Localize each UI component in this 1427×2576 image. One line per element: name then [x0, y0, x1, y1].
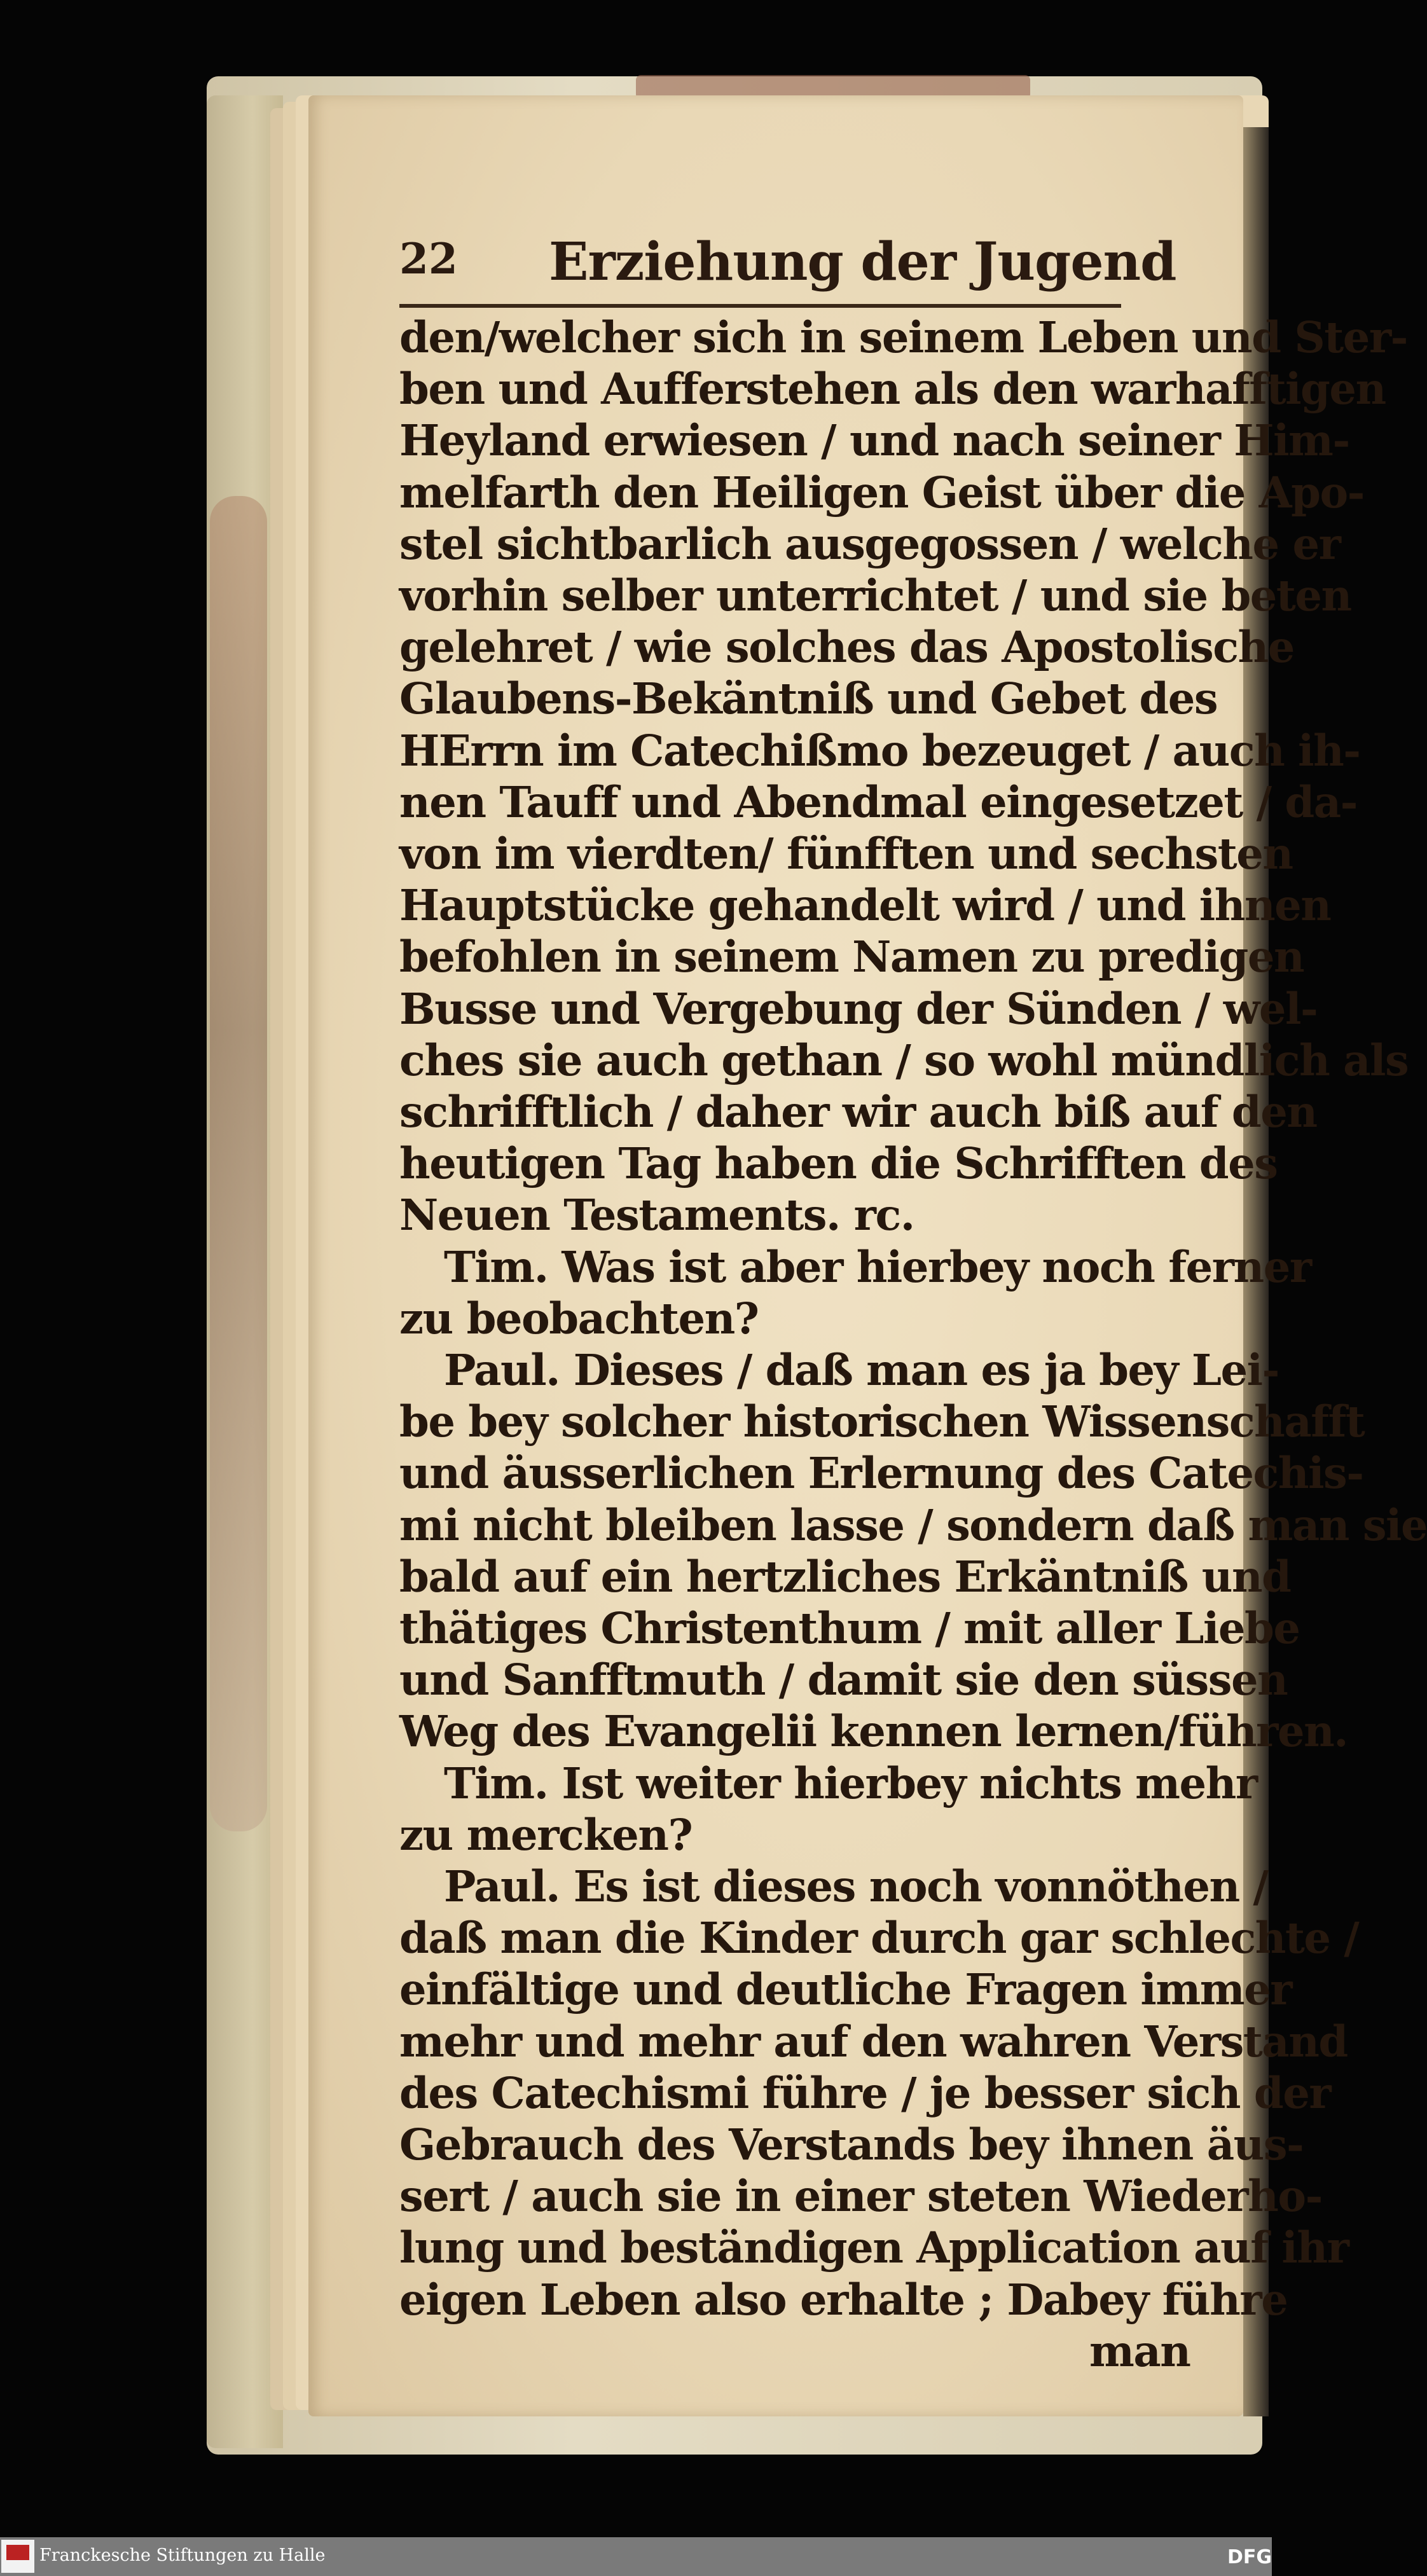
text-line: zu beobachten? — [399, 1293, 759, 1344]
text-line: ben und Aufferstehen als den warhafftigen — [399, 364, 1386, 414]
text-line: thätiges Christenthum / mit aller Liebe — [399, 1603, 1300, 1653]
text-line: man — [1089, 2326, 1190, 2376]
text-line: nen Tauff und Abendmal eingesetzet / da- — [399, 777, 1357, 827]
institution-logo — [1, 2540, 34, 2573]
page-number: 22 — [399, 234, 458, 284]
header-rule — [399, 304, 1121, 308]
text-line: lung und beständigen Application auf ihr — [399, 2222, 1349, 2273]
text-line: zu mercken? — [399, 1810, 693, 1860]
text-line: Busse und Vergebung der Sünden / wel- — [399, 984, 1318, 1034]
text-line: Hauptstücke gehandelt wird / und ihnen — [399, 880, 1331, 930]
text-line: daß man die Kinder durch gar schlechte / — [399, 1913, 1359, 1963]
footer-funder-logo: DFG — [1227, 2546, 1272, 2568]
text-line: mi nicht bleiben lasse / sondern daß man sie — [399, 1500, 1427, 1550]
text-line: Glaubens-Bekäntniß und Gebet des — [399, 673, 1218, 724]
text-line: stel sichtbarlich ausgegossen / welche er — [399, 519, 1341, 569]
text-line: melfarth den Heiligen Geist über die Apo- — [399, 467, 1364, 518]
text-line: des Catechismi führe / je besser sich der — [399, 2068, 1331, 2118]
text-line: sert / auch sie in einer steten Wiederho- — [399, 2171, 1322, 2221]
text-line: be bey solcher historischen Wissenschafft — [399, 1396, 1365, 1447]
cover-damage — [210, 496, 267, 1831]
text-line: befohlen in seinem Namen zu predigen — [399, 932, 1304, 982]
text-line: eigen Leben also erhalte ; Dabey führe — [399, 2275, 1288, 2325]
text-line: ches sie auch gethan / so wohl mündlich als — [399, 1035, 1409, 1085]
text-line: Heyland erwiesen / und nach seiner Him- — [399, 415, 1349, 465]
text-line: Neuen Testaments. rc. — [399, 1190, 914, 1240]
text-line: von im vierdten/ fünfften und sechsten — [399, 829, 1293, 879]
text-line: bald auf ein hertzliches Erkäntniß und — [399, 1552, 1291, 1602]
footer-institution: Franckesche Stiftungen zu Halle — [39, 2545, 326, 2565]
text-line: Tim. Was ist aber hierbey noch ferner — [444, 1242, 1311, 1292]
running-title: Erziehung der Jugend — [549, 231, 1176, 293]
text-line: und äusserlichen Erlernung des Catechis- — [399, 1448, 1363, 1498]
text-line: schrifftlich / daher wir auch biß auf den — [399, 1087, 1317, 1137]
text-line: HErrn im Catechißmo bezeuget / auch ih- — [399, 726, 1360, 776]
page-header — [399, 231, 1176, 304]
text-line: gelehret / wie solches das Apostolische — [399, 622, 1294, 672]
text-line: und Sanfftmuth / damit sie den süssen — [399, 1655, 1288, 1705]
text-line: heutigen Tag haben die Schrifften des — [399, 1138, 1278, 1188]
text-line: einfältige und deutliche Fragen immer — [399, 1964, 1292, 2015]
text-line: den/welcher sich in seinem Leben und Ster- — [399, 312, 1407, 362]
text-line: mehr und mehr auf den wahren Verstand — [399, 2016, 1348, 2067]
text-line: Weg des Evangelii kennen lernen/führen. — [399, 1706, 1348, 1756]
text-line: Gebrauch des Verstands bey ihnen äus- — [399, 2119, 1304, 2170]
text-line: Paul. Dieses / daß man es ja bey Lei- — [444, 1345, 1279, 1395]
text-line: Paul. Es ist dieses noch vonnöthen / — [444, 1861, 1268, 1911]
text-line: vorhin selber unterrichtet / und sie beten — [399, 570, 1351, 621]
text-line: Tim. Ist weiter hierbey nichts mehr — [444, 1758, 1257, 1808]
